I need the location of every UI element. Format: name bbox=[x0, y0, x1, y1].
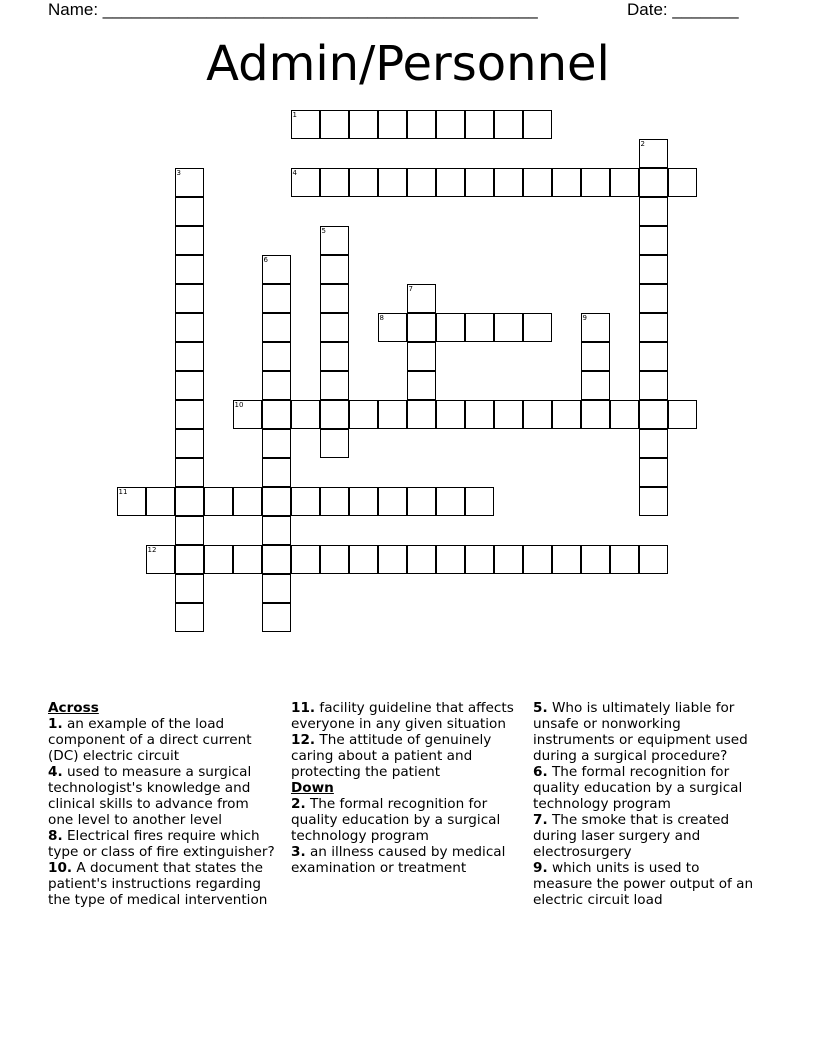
date-field-label: Date: _______ bbox=[627, 0, 739, 19]
grid-cell[interactable] bbox=[204, 487, 233, 516]
grid-cell[interactable] bbox=[639, 255, 668, 284]
grid-cell[interactable] bbox=[436, 168, 465, 197]
grid-cell[interactable] bbox=[349, 110, 378, 139]
grid-cell[interactable] bbox=[349, 168, 378, 197]
grid-cell[interactable] bbox=[639, 400, 668, 429]
clue-number: 2. bbox=[291, 796, 306, 812]
grid-cell[interactable] bbox=[262, 487, 291, 516]
grid-cell[interactable] bbox=[175, 603, 204, 632]
grid-cell[interactable] bbox=[407, 545, 436, 574]
cell-number: 4 bbox=[292, 168, 297, 177]
grid-cell[interactable] bbox=[320, 284, 349, 313]
grid-cell[interactable] bbox=[378, 545, 407, 574]
grid-cell[interactable] bbox=[146, 487, 175, 516]
grid-cell[interactable] bbox=[639, 226, 668, 255]
cell-number: 2 bbox=[640, 139, 645, 148]
grid-cell[interactable] bbox=[262, 458, 291, 487]
grid-cell[interactable] bbox=[436, 487, 465, 516]
clue-text: A document that states the patient's instructions regarding the type of medical intervention bbox=[48, 860, 268, 908]
grid-cell[interactable] bbox=[349, 487, 378, 516]
grid-cell[interactable] bbox=[349, 400, 378, 429]
clue-text: The formal recognition for quality education by a surgical technology program bbox=[291, 796, 501, 844]
grid-cell[interactable] bbox=[581, 400, 610, 429]
grid-cell[interactable] bbox=[175, 284, 204, 313]
grid-cell[interactable] bbox=[436, 313, 465, 342]
grid-cell[interactable] bbox=[175, 342, 204, 371]
grid-cell[interactable] bbox=[639, 429, 668, 458]
grid-cell[interactable] bbox=[117, 487, 146, 516]
grid-cell[interactable] bbox=[146, 545, 175, 574]
cell-number: 1 bbox=[292, 110, 297, 119]
grid-cell[interactable] bbox=[320, 110, 349, 139]
cell-number: 8 bbox=[379, 313, 384, 322]
clue-text: facility guideline that affects everyone in any given situation bbox=[291, 700, 514, 732]
grid-cell[interactable] bbox=[175, 487, 204, 516]
clue-text: an illness caused by medical examination or treatment bbox=[291, 844, 506, 876]
grid-cell[interactable] bbox=[320, 255, 349, 284]
grid-cell[interactable] bbox=[262, 342, 291, 371]
grid-cell[interactable] bbox=[465, 110, 494, 139]
clue-text: an example of the load component of a direct current (DC) electric circuit bbox=[48, 716, 252, 764]
across-clue bbox=[291, 732, 521, 780]
across-heading: Across bbox=[48, 700, 99, 716]
grid-cell[interactable] bbox=[581, 342, 610, 371]
cell-number: 12 bbox=[147, 545, 157, 554]
grid-cell[interactable] bbox=[320, 313, 349, 342]
grid-cell[interactable] bbox=[175, 516, 204, 545]
across-clue bbox=[48, 716, 278, 764]
grid-cell[interactable] bbox=[175, 429, 204, 458]
grid-cell[interactable] bbox=[523, 545, 552, 574]
down-clue bbox=[533, 700, 763, 764]
cell-number: 9 bbox=[582, 313, 587, 322]
grid-cell[interactable] bbox=[175, 574, 204, 603]
grid-cell[interactable] bbox=[233, 487, 262, 516]
cell-number: 7 bbox=[408, 284, 413, 293]
grid-cell[interactable] bbox=[320, 487, 349, 516]
grid-cell[interactable] bbox=[262, 574, 291, 603]
grid-cell[interactable] bbox=[320, 545, 349, 574]
grid-cell[interactable] bbox=[320, 429, 349, 458]
clue-number: 9. bbox=[533, 860, 548, 876]
grid-cell[interactable] bbox=[233, 400, 262, 429]
grid-cell[interactable] bbox=[349, 545, 378, 574]
grid-cell[interactable] bbox=[465, 487, 494, 516]
cell-number: 11 bbox=[118, 487, 128, 496]
clues-column-2 bbox=[291, 700, 521, 876]
grid-cell[interactable] bbox=[175, 168, 204, 197]
grid-cell[interactable] bbox=[639, 545, 668, 574]
grid-cell[interactable] bbox=[436, 400, 465, 429]
clue-number: 3. bbox=[291, 844, 306, 860]
grid-cell[interactable] bbox=[639, 284, 668, 313]
grid-cell[interactable] bbox=[436, 545, 465, 574]
grid-cell[interactable] bbox=[639, 342, 668, 371]
down-clue bbox=[533, 812, 763, 860]
clue-number: 12. bbox=[291, 732, 316, 748]
down-clue bbox=[533, 860, 763, 908]
grid-cell[interactable] bbox=[494, 400, 523, 429]
clues-column-3 bbox=[533, 700, 763, 908]
grid-cell[interactable] bbox=[378, 400, 407, 429]
grid-cell[interactable] bbox=[407, 313, 436, 342]
grid-cell[interactable] bbox=[378, 110, 407, 139]
grid-cell[interactable] bbox=[552, 400, 581, 429]
clue-text: Who is ultimately liable for unsafe or nonworking instruments or equipment used during a surgical procedure? bbox=[533, 700, 748, 764]
across-clue bbox=[48, 860, 278, 908]
grid-cell[interactable] bbox=[407, 487, 436, 516]
grid-cell[interactable] bbox=[262, 516, 291, 545]
cell-number: 3 bbox=[176, 168, 181, 177]
grid-cell[interactable] bbox=[262, 313, 291, 342]
grid-cell[interactable] bbox=[523, 313, 552, 342]
grid-cell[interactable] bbox=[610, 545, 639, 574]
grid-cell[interactable] bbox=[494, 545, 523, 574]
down-clue bbox=[291, 796, 521, 844]
clue-number: 7. bbox=[533, 812, 548, 828]
grid-cell[interactable] bbox=[175, 458, 204, 487]
grid-cell[interactable] bbox=[320, 371, 349, 400]
grid-cell[interactable] bbox=[494, 313, 523, 342]
grid-cell[interactable] bbox=[523, 110, 552, 139]
grid-cell[interactable] bbox=[175, 400, 204, 429]
cell-number: 10 bbox=[234, 400, 244, 409]
clue-text: The formal recognition for quality education by a surgical technology program bbox=[533, 764, 743, 812]
down-heading: Down bbox=[291, 780, 334, 796]
grid-cell[interactable] bbox=[610, 400, 639, 429]
clue-text: used to measure a surgical technologist's knowledge and clinical skills to advance from one level to another level bbox=[48, 764, 252, 828]
down-clue bbox=[291, 844, 521, 876]
grid-cell[interactable] bbox=[262, 255, 291, 284]
clue-text: The attitude of genuinely caring about a patient and protecting the patient bbox=[291, 732, 492, 780]
clue-number: 10. bbox=[48, 860, 73, 876]
grid-cell[interactable] bbox=[378, 313, 407, 342]
grid-cell[interactable] bbox=[175, 255, 204, 284]
grid-cell[interactable] bbox=[291, 400, 320, 429]
grid-cell[interactable] bbox=[465, 400, 494, 429]
grid-cell[interactable] bbox=[291, 487, 320, 516]
clue-number: 5. bbox=[533, 700, 548, 716]
grid-cell[interactable] bbox=[320, 342, 349, 371]
grid-cell[interactable] bbox=[436, 110, 465, 139]
grid-cell[interactable] bbox=[494, 110, 523, 139]
across-clue bbox=[48, 828, 278, 860]
grid-cell[interactable] bbox=[407, 284, 436, 313]
grid-cell[interactable] bbox=[668, 168, 697, 197]
grid-cell[interactable] bbox=[581, 168, 610, 197]
grid-cell[interactable] bbox=[581, 545, 610, 574]
grid-cell[interactable] bbox=[581, 371, 610, 400]
grid-cell[interactable] bbox=[291, 168, 320, 197]
grid-cell[interactable] bbox=[175, 197, 204, 226]
grid-cell[interactable] bbox=[639, 458, 668, 487]
grid-cell[interactable] bbox=[523, 168, 552, 197]
cell-number: 5 bbox=[321, 226, 326, 235]
clue-text: The smoke that is created during laser surgery and electrosurgery bbox=[533, 812, 730, 860]
grid-cell[interactable] bbox=[262, 400, 291, 429]
cell-number: 6 bbox=[263, 255, 268, 264]
grid-cell[interactable] bbox=[407, 371, 436, 400]
grid-cell[interactable] bbox=[610, 168, 639, 197]
grid-cell[interactable] bbox=[639, 197, 668, 226]
clue-text: which units is used to measure the power output of an electric circuit load bbox=[533, 860, 754, 908]
name-field-label: Name: ______________________________________________ bbox=[48, 0, 538, 19]
grid-cell[interactable] bbox=[175, 371, 204, 400]
grid-cell[interactable] bbox=[320, 226, 349, 255]
grid-cell[interactable] bbox=[204, 545, 233, 574]
grid-cell[interactable] bbox=[175, 545, 204, 574]
grid-cell[interactable] bbox=[407, 342, 436, 371]
grid-cell[interactable] bbox=[465, 313, 494, 342]
grid-cell[interactable] bbox=[639, 168, 668, 197]
grid-cell[interactable] bbox=[581, 313, 610, 342]
grid-cell[interactable] bbox=[639, 313, 668, 342]
down-clue bbox=[533, 764, 763, 812]
grid-cell[interactable] bbox=[262, 603, 291, 632]
grid-cell[interactable] bbox=[320, 168, 349, 197]
clue-number: 6. bbox=[533, 764, 548, 780]
grid-cell[interactable] bbox=[291, 545, 320, 574]
grid-cell[interactable] bbox=[523, 400, 552, 429]
across-clue bbox=[48, 764, 278, 828]
clue-number: 4. bbox=[48, 764, 63, 780]
grid-cell[interactable] bbox=[668, 400, 697, 429]
grid-cell[interactable] bbox=[262, 545, 291, 574]
grid-cell[interactable] bbox=[639, 371, 668, 400]
grid-cell[interactable] bbox=[262, 371, 291, 400]
grid-cell[interactable] bbox=[407, 400, 436, 429]
grid-cell[interactable] bbox=[407, 110, 436, 139]
grid-cell[interactable] bbox=[552, 168, 581, 197]
clue-text: Electrical fires require which type or class of fire extinguisher? bbox=[48, 828, 275, 860]
grid-cell[interactable] bbox=[552, 545, 581, 574]
grid-cell[interactable] bbox=[465, 168, 494, 197]
grid-cell[interactable] bbox=[639, 487, 668, 516]
grid-cell[interactable] bbox=[175, 226, 204, 255]
grid-cell[interactable] bbox=[378, 168, 407, 197]
grid-cell[interactable] bbox=[494, 168, 523, 197]
grid-cell[interactable] bbox=[291, 110, 320, 139]
grid-cell[interactable] bbox=[233, 545, 262, 574]
grid-cell[interactable] bbox=[639, 139, 668, 168]
clue-number: 11. bbox=[291, 700, 316, 716]
clue-number: 1. bbox=[48, 716, 63, 732]
grid-cell[interactable] bbox=[262, 284, 291, 313]
clues-column-1 bbox=[48, 700, 278, 908]
grid-cell[interactable] bbox=[407, 168, 436, 197]
puzzle-title: Admin/Personnel bbox=[206, 36, 610, 92]
grid-cell[interactable] bbox=[262, 429, 291, 458]
grid-cell[interactable] bbox=[465, 545, 494, 574]
grid-cell[interactable] bbox=[320, 400, 349, 429]
grid-cell[interactable] bbox=[175, 313, 204, 342]
across-clue bbox=[291, 700, 521, 732]
clue-number: 8. bbox=[48, 828, 63, 844]
grid-cell[interactable] bbox=[378, 487, 407, 516]
